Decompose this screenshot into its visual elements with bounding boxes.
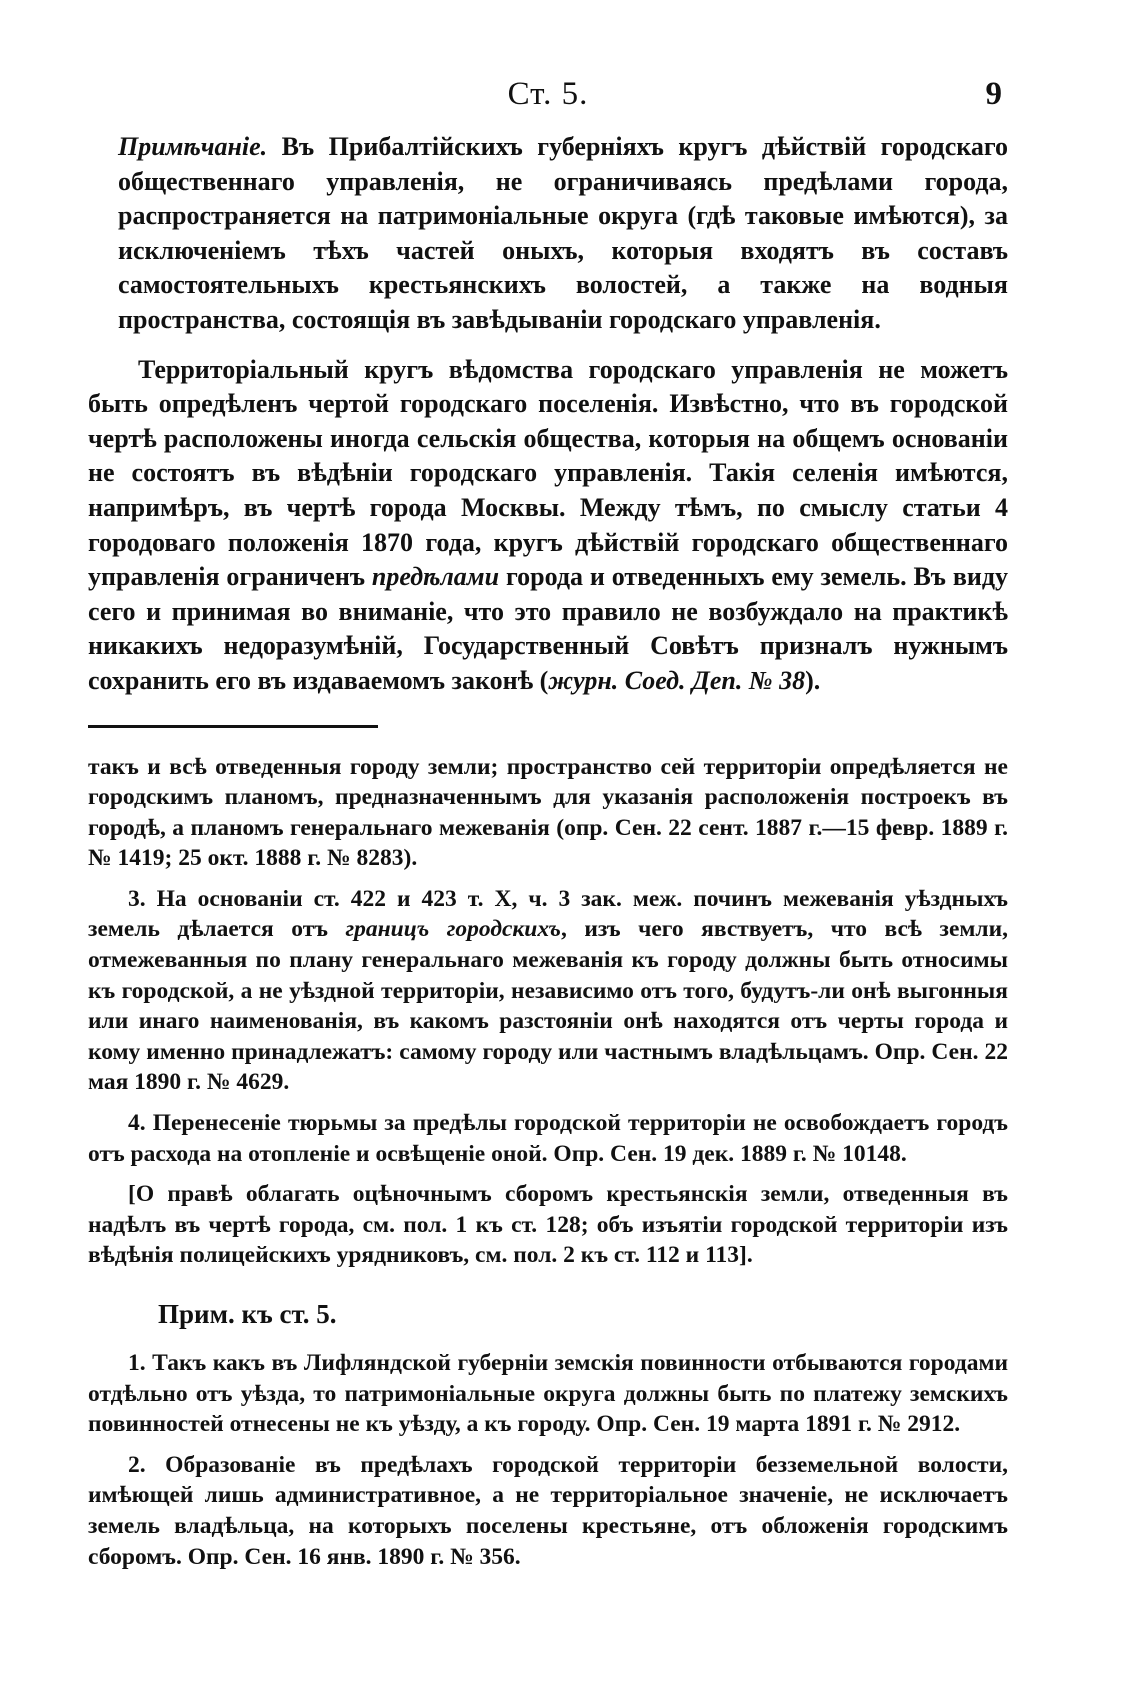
page-header xyxy=(88,70,1008,120)
footnote-divider xyxy=(88,725,378,728)
prim-note-1-text: Такъ какъ въ Лифляндской губерніи земскія повинности отбываются городами отдѣльно отъ уѣзда, то патримоніальные округа должны быть по платежу земскихъ повинностей отнесены не къ уѣзду, а къ городу. Опр. Сен. 19 марта 1891 г. № 2912. xyxy=(88,1350,1008,1438)
note-continuation xyxy=(88,752,1008,874)
note-bracket-text: [О правѣ облагать оцѣночнымъ сборомъ крестьянскія земли, отведенныя въ надѣлъ въ чертѣ города, см. пол. 1 къ ст. 128; объ изъятіи городской территоріи изъ вѣдѣнія полицейскихъ урядниковъ, см. пол. 2 къ ст. 112 и 113]. xyxy=(88,1181,1008,1269)
prim-note-2-number: 2. xyxy=(128,1451,146,1478)
main-text-before: Территоріальный кругъ вѣдомства городскаго управленія не можетъ быть опредѣленъ чертой городскаго поселенія. Извѣстно, что въ городской чертѣ расположены иногда сельскія общества, которыя на общемъ основаніи не состоятъ въ вѣдѣніи городскаго управленія. Такія селенія имѣются, напримѣръ, въ чертѣ города Москвы. Между тѣмъ, по смыслу статьи 4 городоваго положенія 1870 года, кругъ дѣйствій городскаго общественнаго управленія ограниченъ xyxy=(88,354,1008,592)
document-page xyxy=(88,70,1008,1670)
main-text-middle: города и отведенныхъ ему земель. Въ виду сего и принимая во вниманіе, что это правило не возбуждало на практикѣ никакихъ недоразумѣній, Государственный Совѣтъ призналъ нужнымъ сохранить его въ издаваемомъ законѣ ( xyxy=(88,562,1008,695)
prim-note-1 xyxy=(88,1348,1008,1440)
prim-note-1-number: 1. xyxy=(128,1350,146,1376)
prim-k-st-heading: Прим. къ ст. 5. xyxy=(158,1299,337,1329)
note-3 xyxy=(88,884,1008,1098)
note-4 xyxy=(88,1108,1008,1169)
note-3-italic: границъ городскихъ xyxy=(345,916,561,943)
main-paragraph xyxy=(88,353,1008,699)
note-continuation-text: такъ и всѣ отведенныя городу земли; пространство сей территоріи опредѣляется не городскимъ планомъ, предназначеннымъ для указанія расположенія построекъ въ городѣ, а планомъ генеральнаго межеванія (опр. Сен. 22 сент. 1887 г.—15 февр. 1889 г. № 1419; 25 окт. 1888 г. № 8283). xyxy=(88,753,1008,872)
main-italic-predelami: предѣлами xyxy=(371,562,500,592)
main-italic-journal: журн. Соед. Деп. № 38 xyxy=(548,665,806,695)
prim-note-2-text: Образованіе въ предѣлахъ городской территоріи безземельной волости, имѣющей лишь административное, а не территоріальное значеніе, не исключаетъ земель владѣльца, на которыхъ поселены крестьяне, отъ обложенія городскимъ сборомъ. Опр. Сен. 16 янв. 1890 г. № 356. xyxy=(88,1451,1008,1570)
note-3-number: 3. xyxy=(128,885,146,912)
page-number: 9 xyxy=(985,76,1002,112)
main-text-after: ). xyxy=(805,665,821,695)
note-4-number: 4. xyxy=(128,1110,146,1137)
note-3-text-before: На основаніи ст. 422 и 423 т. X, ч. 3 зак. меж. починъ межеванія уѣздныхъ земель дѣлается отъ xyxy=(88,885,1008,943)
note-bracket-reference xyxy=(88,1179,1008,1271)
article-title: Ст. 5. xyxy=(507,76,589,112)
note-4-text: Перенесеніе тюрьмы за предѣлы городской территоріи не освобождаетъ городъ отъ расхода на отопленіе и освѣщеніе оной. Опр. Сен. 19 дек. 1889 г. № 10148. xyxy=(88,1110,1008,1167)
note-3-text-after: , изъ чего явствуетъ, что всѣ земли, отмежеванныя по плану генеральнаго межеванія къ городу должны быть относимы къ городской, а не уѣздной территоріи, независимо отъ того, будутъ-ли онѣ выгонныя или инаго наименованія, въ какомъ разстояніи онѣ находятся отъ черты города и кому именно принадлежатъ: самому городу или частнымъ владѣльцамъ. Опр. Сен. 22 мая 1890 г. № 4629. xyxy=(88,916,1008,1096)
primechanie-paragraph xyxy=(118,130,1008,338)
primechanie-text: Въ Прибалтійскихъ губерніяхъ кругъ дѣйствій городскаго общественнаго управленія, не ограничиваясь предѣлами города, распространяется на патримоніальные округа (гдѣ таковые имѣются), за исключеніемъ тѣхъ частей оныхъ, которыя входятъ въ составъ самостоятельныхъ крестьянскихъ волостей, а также на водныя пространства, состоящія въ завѣдываніи городскаго управленія. xyxy=(118,132,1008,334)
prim-note-2 xyxy=(88,1450,1008,1572)
primechanie-lead: Примѣчаніе. xyxy=(118,132,268,161)
